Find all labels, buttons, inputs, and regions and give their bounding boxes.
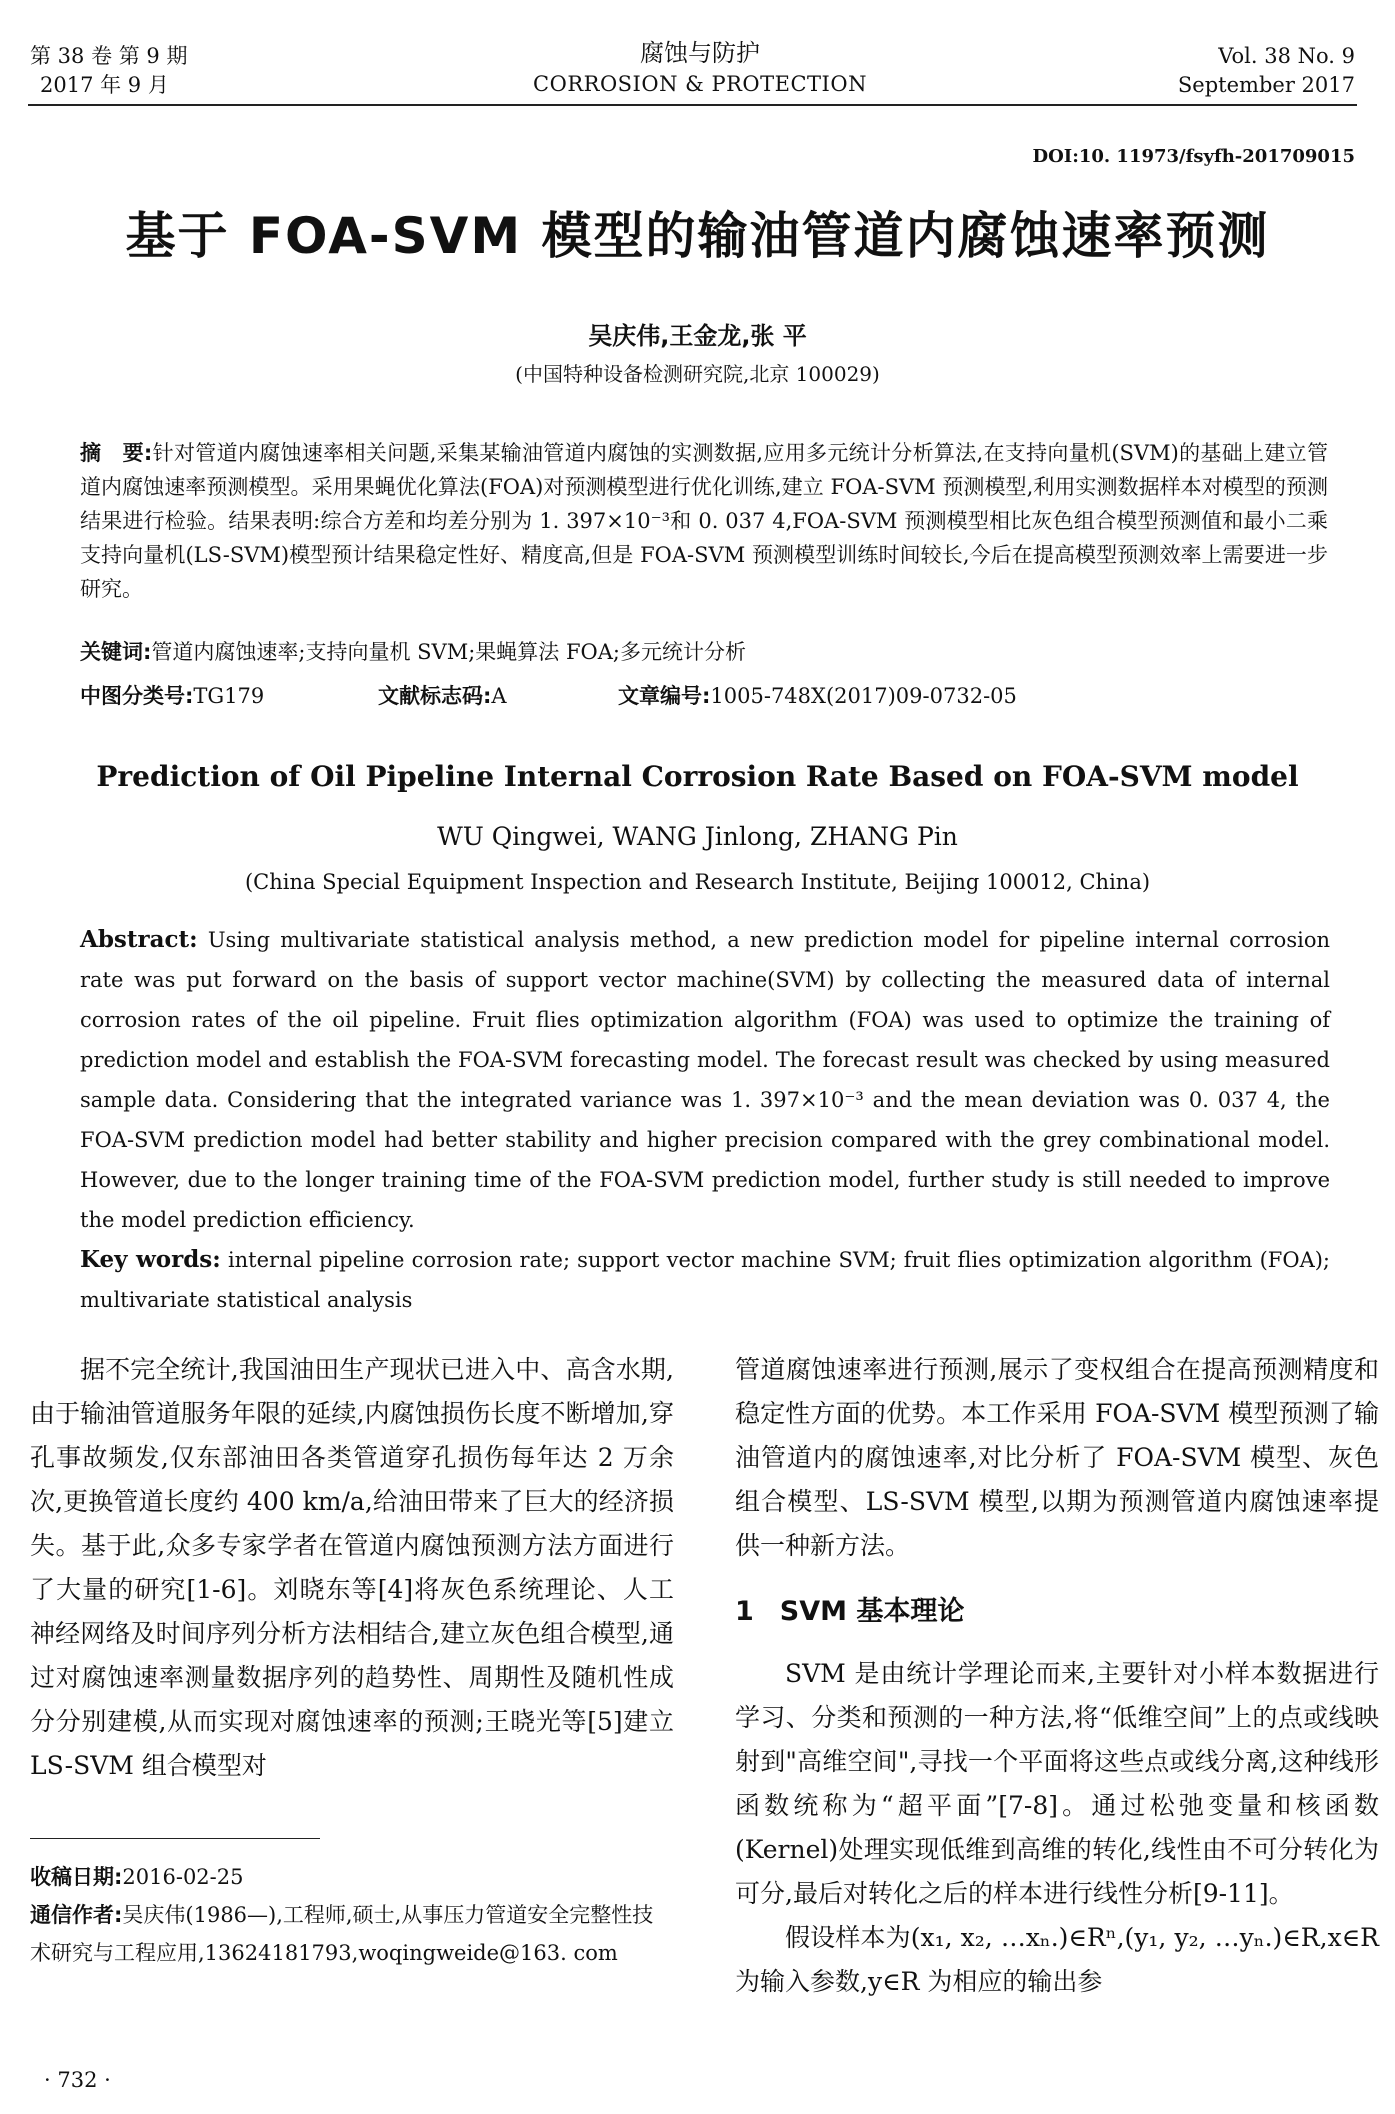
journal-name-en: CORROSION & PROTECTION <box>533 72 867 96</box>
keywords-en <box>80 1240 1330 1320</box>
section-heading <box>735 1590 1379 1634</box>
article-id-label: 文章编号: <box>618 684 711 708</box>
received-value: 2016-02-25 <box>122 1865 244 1889</box>
corresponding-label: 通信作者: <box>30 1903 123 1927</box>
keywords-cn-text: 管道内腐蚀速率;支持向量机 SVM;果蝇算法 FOA;多元统计分析 <box>151 640 746 664</box>
authors-cn: 吴庆伟,王金龙,张 平 <box>588 322 807 350</box>
header-divider <box>28 104 1357 106</box>
paper-title-en: Prediction of Oil Pipeline Internal Corrosion Rate Based on FOA-SVM model <box>96 760 1299 793</box>
paper-title-cn: 基于 FOA-SVM 模型的输油管道内腐蚀速率预测 <box>125 207 1270 265</box>
body-paragraph: SVM 是由统计学理论而来,主要针对小样本数据进行学习、分类和预测的一种方法,将“低维空间”上的点或线映射到"高维空间",寻找一个平面将这些点或线分离,这种线形函数统称为“超平面”[7-8]。通过松弛变量和核函数(Kernel)处理实现低维到高维的转化,线性由不可分转化为可分,最后对转化之后的样本进行线性分析[9-11]。 <box>735 1659 1379 1908</box>
received-date <box>30 1858 674 1896</box>
footnote <box>30 1858 674 1972</box>
clc-value: TG179 <box>193 684 265 708</box>
section-number: 1 <box>735 1596 754 1627</box>
document-code-value: A <box>491 684 507 708</box>
journal-name <box>480 38 920 100</box>
affiliation-en: (China Special Equipment Inspection and Research Institute, Beijing 100012, China) <box>244 870 1151 894</box>
clc-label: 中图分类号: <box>80 684 194 708</box>
abstract-en-text: Using multivariate statistical analysis method, a new prediction model for pipeline internal corrosion rate was put forward on the basis of support vector machine(SVM) by collecting the measured data of internal corrosion rates of the oil pipeline. Fruit flies optimization algorithm (FOA) was used to optimize the training of prediction model and establish the FOA-SVM forecasting model. The forecast result was checked by using measured sample data. Considering that the integrated variance was 1. 397×10⁻³ and the mean deviation was 0. 037 4, the FOA-SVM prediction model had better stability and higher precision compared with the grey combinational model. However, due to the longer training time of the FOA-SVM prediction model, further study is still needed to improve the model prediction efficiency. <box>80 928 1330 1232</box>
article-id-value: 1005-748X(2017)09-0732-05 <box>710 684 1017 708</box>
page-number: · 732 · <box>44 2068 111 2092</box>
volume-issue-cn: 第 38 卷 第 9 期 <box>30 44 188 68</box>
abstract-cn-text: 针对管道内腐蚀速率相关问题,采集某输油管道内腐蚀的实测数据,应用多元统计分析算法,在支持向量机(SVM)的基础上建立管道内腐蚀速率预测模型。采用果蝇优化算法(FOA)对预测模型进行优化训练,建立 FOA-SVM 预测模型,利用实测数据样本对模型的预测结果进行检验。结果表明:综合方差和均差分别为 1. 397×10⁻³和 0. 037 4,FOA-SVM 预测模型相比灰色组合模型预测值和最小二乘支持向量机(LS-SVM)模型预计结果稳定性好、精度高,但是 FOA-SVM 预测模型训练时间较长,今后在提高模型预测效率上需要进一步研究。 <box>80 441 1328 601</box>
keywords-en-text: internal pipeline corrosion rate; support vector machine SVM; fruit flies optimization algorithm (FOA); multivariate statistical analysis <box>80 1248 1330 1312</box>
abstract-en-label: Abstract: <box>80 926 198 953</box>
body-paragraph: 管道腐蚀速率进行预测,展示了变权组合在提高预测精度和稳定性方面的优势。本工作采用 FOA-SVM 模型预测了输油管道内的腐蚀速率,对比分析了 FOA-SVM 模型、灰色组合模型、LS-SVM 模型,以期为预测管道内腐蚀速率提供一种新方法。 <box>735 1355 1379 1560</box>
document-code <box>378 680 507 710</box>
header-volume-cn <box>30 42 187 100</box>
abstract-cn-label: 摘 要: <box>80 441 153 465</box>
volume-issue-en: Vol. 38 No. 9 <box>1218 44 1355 68</box>
body-paragraph: 假设样本为(x₁, x₂, …xₙ.)∈Rⁿ,(y₁, y₂, …yₙ.)∈R,x∈R 为输入参数,y∈R 为相应的输出参 <box>735 1923 1379 1996</box>
authors-en: WU Qingwei, WANG Jinlong, ZHANG Pin <box>437 822 958 851</box>
header-volume-en <box>1178 42 1355 100</box>
document-code-label: 文献标志码: <box>378 684 492 708</box>
keywords-en-label: Key words: <box>80 1246 221 1273</box>
clc-number <box>80 680 264 710</box>
date-cn: 2017 年 9 月 <box>40 73 169 97</box>
corresponding-author <box>30 1896 674 1972</box>
abstract-cn <box>80 436 1328 606</box>
corresponding-value: 吴庆伟(1986—),工程师,硕士,从事压力管道安全完整性技术研究与工程应用,13624181793,woqingweide@163. com <box>30 1903 654 1965</box>
section-title: SVM 基本理论 <box>779 1596 965 1627</box>
received-label: 收稿日期: <box>30 1865 123 1889</box>
affiliation-cn: (中国特种设备检测研究院,北京 100029) <box>515 362 880 386</box>
body-right-column <box>735 1348 1379 2004</box>
footnote-divider <box>30 1838 320 1839</box>
abstract-en <box>80 920 1330 1240</box>
body-left-column <box>30 1348 674 1788</box>
body-paragraph: 据不完全统计,我国油田生产现状已进入中、高含水期,由于输油管道服务年限的延续,内腐蚀损伤长度不断增加,穿孔事故频发,仅东部油田各类管道穿孔损伤每年达 2 万余次,更换管道长度约 400 km/a,给油田带来了巨大的经济损失。基于此,众多专家学者在管道内腐蚀预测方法方面进行了大量的研究[1-6]。刘晓东等[4]将灰色系统理论、人工神经网络及时间序列分析方法相结合,建立灰色组合模型,通过对腐蚀速率测量数据序列的趋势性、周期性及随机性成分分别建模,从而实现对腐蚀速率的预测;王晓光等[5]建立 LS-SVM 组合模型对 <box>30 1355 674 1780</box>
journal-name-cn: 腐蚀与防护 <box>640 39 760 67</box>
doi: DOI:10. 11973/fsyfh-201709015 <box>1032 146 1355 167</box>
keywords-cn <box>80 636 1328 666</box>
date-en: September 2017 <box>1177 73 1355 97</box>
keywords-cn-label: 关键词: <box>80 640 152 664</box>
article-id <box>618 680 1017 710</box>
